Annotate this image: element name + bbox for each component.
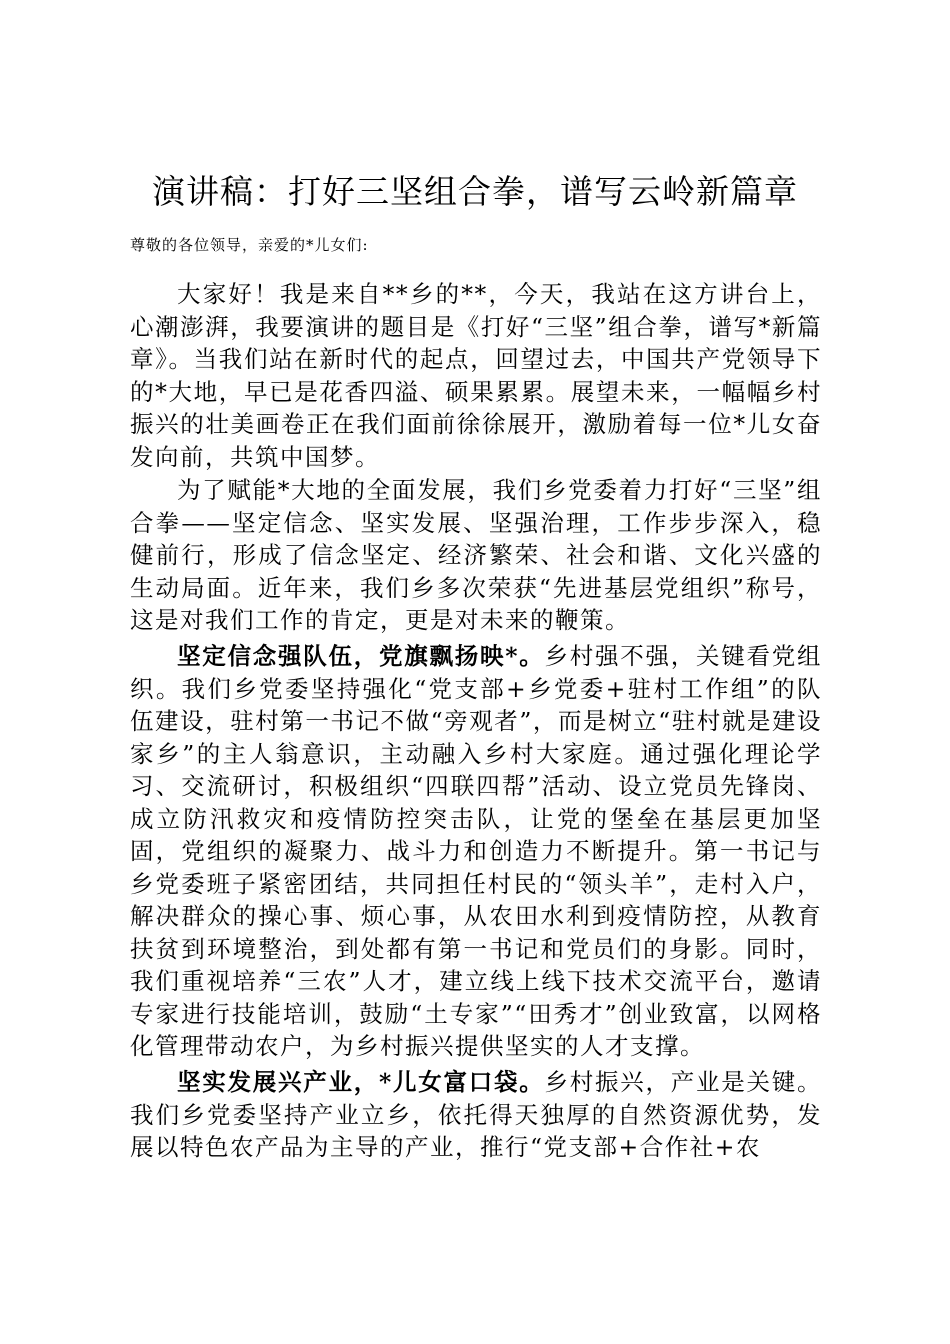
salutation: 尊敬的各位领导，亲爱的*儿女们:	[130, 236, 369, 254]
document-title: 演讲稿：打好三坚组合拳，谱写云岭新篇章	[152, 172, 798, 211]
paragraph-lead: 坚定信念强队伍，党旗飘扬映*。	[177, 642, 545, 670]
paragraph-text: 为了赋能*大地的全面发展，我们乡党委着力打好“三坚”组合拳——坚定信念、坚实发展、坚强治理，工作步步深入，稳健前行，形成了信念坚定、经济繁荣、社会和谐、文化兴盛的生动局面。近年来，我们乡多次荣获“先进基层党组织”称号，这是对我们工作的肯定，更是对未来的鞭策。	[130, 476, 822, 634]
paragraph-solid-development	[130, 1066, 822, 1164]
paragraph-firm-belief	[130, 640, 822, 1063]
paragraph-text: 乡村强不强，关键看党组织。我们乡党委坚持强化“党支部+乡党委+驻村工作组”的队伍建设，驻村第一书记不做“旁观者”，而是树立“驻村就是建设家乡”的主人翁意识，主动融入乡村大家庭。通过强化理论学习、交流研讨，积极组织“四联四帮”活动、设立党员先锋岗、成立防汛救灾和疫情防控突击队，让党的堡垒在基层更加坚固，党组织的凝聚力、战斗力和创造力不断提升。第一书记与乡党委班子紧密团结，共同担任村民的“领头羊”，走村入户，解决群众的操心事、烦心事，从农田水利到疫情防控，从教育扶贫到环境整治，到处都有第一书记和党员们的身影。同时，我们重视培养“三农”人才，建立线上线下技术交流平台，邀请专家进行技能培训，鼓励“土专家”“田秀才”创业致富，以网格化管理带动农户，为乡村振兴提供坚实的人才支撑。	[130, 642, 822, 1060]
paragraph-lead: 坚实发展兴产业，*儿女富口袋。	[177, 1068, 545, 1096]
paragraph-three-firm	[130, 474, 822, 637]
paragraph-text: 乡村振兴，产业是关键。我们乡党委坚持产业立乡，依托得天独厚的自然资源优势，发展以特色农产品为主导的产业，推行“党支部+合作社+农	[130, 1068, 822, 1161]
paragraph-text: 大家好！我是来自**乡的**，今天，我站在这方讲台上，心潮澎湃，我要演讲的题目是《打好“三坚”组合拳，谱写*新篇章》。当我们站在新时代的起点，回望过去，中国共产党领导下的*大地，早已是花香四溢、硕果累累。展望未来，一幅幅乡村振兴的壮美画卷正在我们面前徐徐展开，激励着每一位*儿女奋发向前，共筑中国梦。	[130, 280, 822, 471]
paragraph-opening	[130, 278, 822, 473]
